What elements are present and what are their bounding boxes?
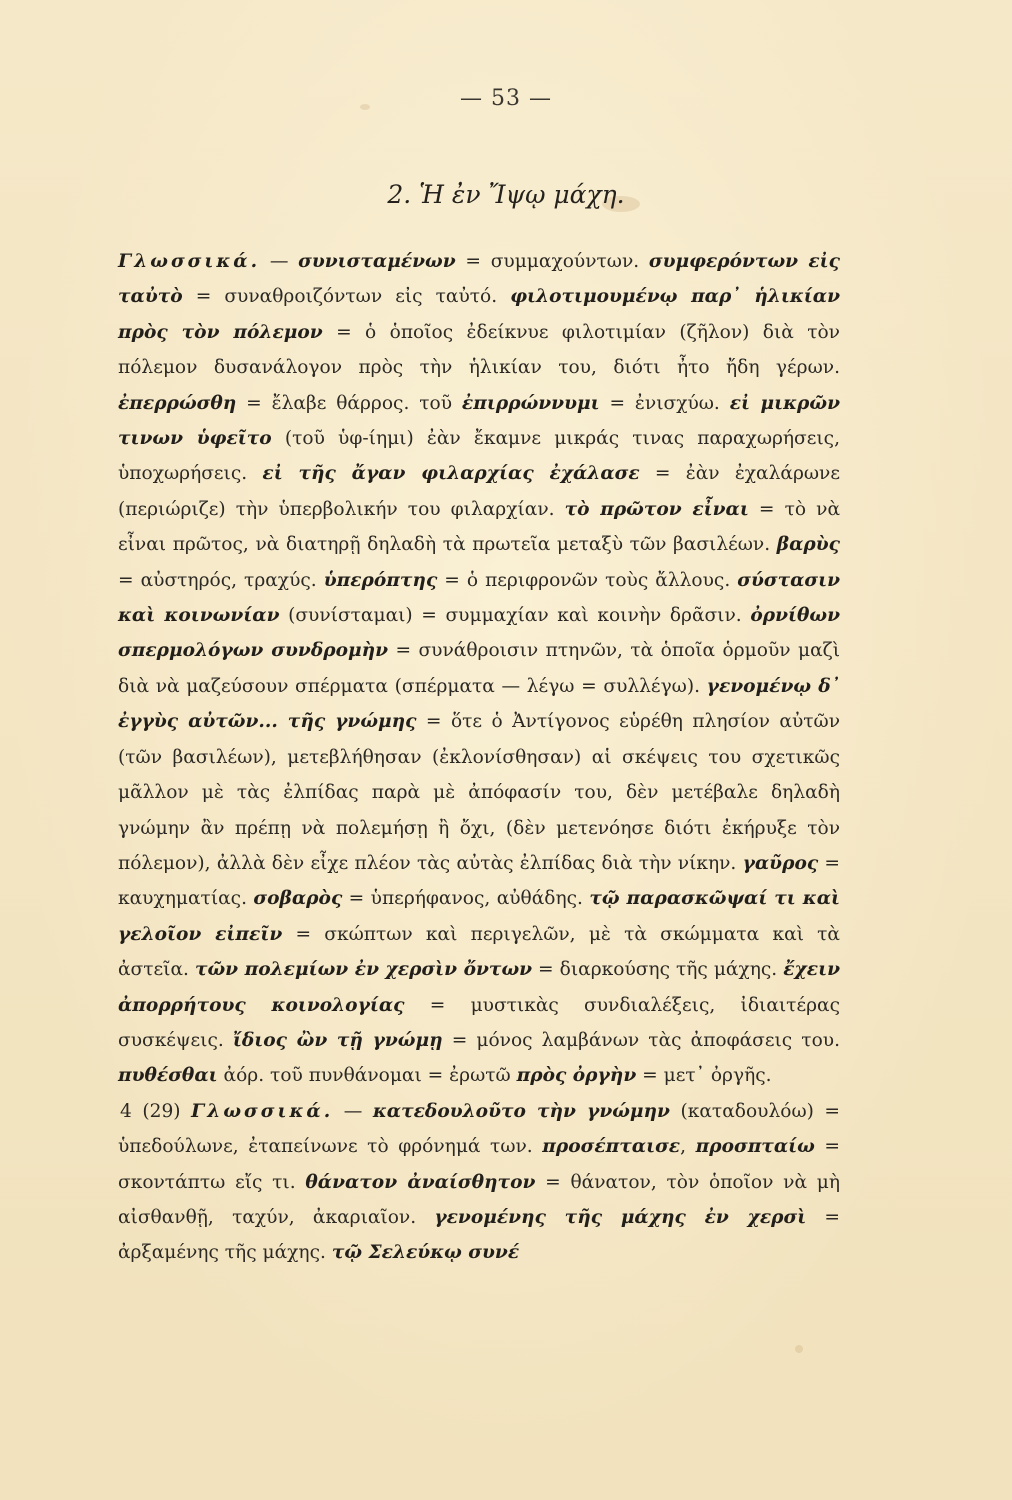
glossary-term: πρὸς ὀργὴν xyxy=(516,1065,637,1087)
glossary-definition: = ἀρξαμένης τῆς μάχης. xyxy=(118,1206,841,1264)
glossary-definition: ἀόρ. τοῦ πυνθάνομαι = ἐρωτῶ xyxy=(217,1065,517,1087)
glossary-term: πυθέσθαι xyxy=(118,1065,218,1087)
glossary-term: προσπταίω xyxy=(695,1136,815,1158)
glossary-term: τῶν πολεμίων ἐν χερσὶν ὄντων xyxy=(194,959,533,981)
glossary-definition: , xyxy=(680,1136,696,1158)
glossary-definition: = σκώπτων καὶ περιγελῶν, μὲ τὰ σκώμματα καὶ τὰ ἀστεῖα. xyxy=(118,923,840,981)
glossary-definition: = τὸ νὰ εἶναι πρῶτος, νὰ διατηρῇ δηλαδὴ τὰ πρωτεῖα μεταξὺ τῶν βασιλέων. xyxy=(118,498,841,556)
glossary-term: τὸ πρῶτον εἶναι xyxy=(564,498,749,520)
glossary-definition: = μυστικὰς συνδιαλέξεις, ἰδιαιτέρας συσκέψεις. xyxy=(118,994,840,1051)
glossary-definition: (τοῦ ὑφ-ίημι) ἐὰν ἔκαμνε μικράς τινας παραχωρήσεις, ὑποχωρήσεις. xyxy=(118,428,840,485)
glossary-term: ἔχειν ἀπορρήτους κοινολογίας xyxy=(118,959,840,1016)
glossary-definition: = καυχηματίας. xyxy=(118,852,841,910)
glossary-definition: = αὐστηρός, τραχύς. xyxy=(118,569,324,591)
glossary-term: ἐπερρώσθη xyxy=(118,392,237,414)
glossary-term: ὀρνίθων σπερμολόγων συνδρομὴν xyxy=(118,605,841,662)
glossary-definition: = συναθροιζόντων εἰς ταὐτό. xyxy=(182,286,511,308)
glossary-definition: = συμμαχούντων. xyxy=(455,251,649,272)
glossary-term: τῷ Σελεύκῳ συνέ xyxy=(331,1242,520,1264)
glossary-heading: Γλωσσικά. xyxy=(191,1100,334,1122)
glossary-term: κατεδουλοῦτο τὴν γνώμην xyxy=(372,1100,670,1122)
glossary-term: τῷ παρασκῶψαί τι καὶ γελοῖον εἰπεῖν xyxy=(118,888,840,945)
glossary-definition: = μόνος λαμβάνων τὰς ἀποφάσεις του. xyxy=(442,1029,840,1051)
page-number: — 53 — xyxy=(460,86,552,111)
paragraph-glossary-1 xyxy=(118,244,840,1094)
glossary-definition: = διαρκούσης τῆς μάχης. xyxy=(532,959,784,981)
glossary-definition: = ὁ ὁποῖος ἐδείκνυε φιλοτιμίαν (ζῆλον) διὰ τὸν πόλεμον δυσανάλογον πρὸς τὴν ἡλικίαν του, διότι ἦτο ἤδη γέρων. xyxy=(118,321,840,379)
glossary-definition: = μετ᾽ ὀργῆς. xyxy=(636,1065,772,1087)
glossary-term: σοβαρὸς xyxy=(253,888,343,910)
glossary-heading: Γλωσσικά. xyxy=(118,251,261,272)
glossary-definition: = συνάθροισιν πτηνῶν, τὰ ὁποῖα ὁρμοῦν μαζὶ διὰ νὰ μαζεύσουν σπέρματα (σπέρματα — λέγω = συλλέγω). xyxy=(118,640,840,697)
glossary-definition: — xyxy=(260,251,299,272)
glossary-definition: = ὑπερήφανος, αὐθάδης. xyxy=(342,888,590,910)
glossary-definition: = θάνατον, τὸν ὁποῖον νὰ μὴ αἰσθανθῇ, ταχύν, ἀκαριαῖον. xyxy=(118,1171,840,1228)
paper-stain xyxy=(795,1345,803,1353)
glossary-term: φιλοτιμουμένῳ παρ᾽ ἡλικίαν πρὸς τὸν πόλεμον xyxy=(118,286,840,343)
glossary-definition: (συνίσταμαι) = συμμαχίαν καὶ κοινὴν δρᾶσιν. xyxy=(279,605,751,627)
glossary-definition: = ὅτε ὁ Ἀντίγονος εὑρέθη πλησίον αὐτῶν (τῶν βασιλέων), μετεβλήθησαν (ἐκλονίσθησαν) αἱ σκέψεις του σχετικῶς μᾶλλον μὲ τὰς ἐλπίδας παρὰ μὲ ἀπόφασίν του, δὲν μετέβαλε δηλαδὴ γνώμην ἂν πρέπῃ νὰ πολεμήσῃ ἢ ὄχι, (δὲν μετενόησε διότι ἐκήρυξε τὸν πόλεμον), ἀλλὰ δὲν εἶχε πλέον τὰς αὐτὰς ἐλπίδας διὰ τὴν νίκην. xyxy=(118,711,841,874)
glossary-term: ἴδιος ὢν τῇ γνώμῃ xyxy=(232,1029,443,1051)
glossary-definition: = ἔλαβε θάρρος. τοῦ xyxy=(236,392,462,414)
glossary-term: συμφερόντων εἰς ταὐτὸ xyxy=(118,251,840,308)
glossary-term: βαρὺς xyxy=(776,534,840,556)
paragraph-glossary-2 xyxy=(118,1094,840,1271)
glossary-term: γενομένῳ δ᾽ ἐγγὺς αὐτῶν... τῆς γνώμης xyxy=(118,675,840,733)
glossary-term: εἰ μικρῶν τινων ὑφεῖτο xyxy=(118,392,840,450)
glossary-term: γενομένης τῆς μάχης ἐν χερσὶ xyxy=(434,1206,807,1228)
glossary-definition: (καταδουλόω) = ὑπεδούλωνε, ἐταπείνωνε τὸ φρόνημά των. xyxy=(118,1100,840,1158)
glossary-term: συνισταμένων xyxy=(298,251,456,272)
glossary-definition: 4 (29) xyxy=(120,1100,192,1122)
glossary-term: προσέπταισε xyxy=(542,1136,681,1158)
section-title: 2. Ἡ ἐν Ἴψῳ μάχη. xyxy=(387,180,625,209)
glossary-term: γαῦρος xyxy=(742,852,819,874)
glossary-definition: = ὁ περιφρονῶν τοὺς ἄλλους. xyxy=(437,569,738,591)
glossary-definition: — xyxy=(333,1100,373,1122)
glossary-term: ἐπιρρώννυμι xyxy=(461,392,600,414)
glossary-term: σύστασιν καὶ κοινωνίαν xyxy=(118,569,840,627)
glossary-definition: = ἐνισχύω. xyxy=(599,392,730,414)
body-text xyxy=(118,244,840,1271)
glossary-term: θάνατον ἀναίσθητον xyxy=(305,1171,536,1193)
glossary-definition: = σκοντάπτω εἴς τι. xyxy=(118,1136,840,1193)
glossary-term: εἰ τῆς ἄγαν φιλαρχίας ἐχάλασε xyxy=(262,463,640,485)
glossary-definition: = ἐὰν ἐχαλάρωνε (περιώριζε) τὴν ὑπερβολικήν του φιλαρχίαν. xyxy=(118,463,840,520)
glossary-term: ὑπερόπτης xyxy=(323,569,438,591)
